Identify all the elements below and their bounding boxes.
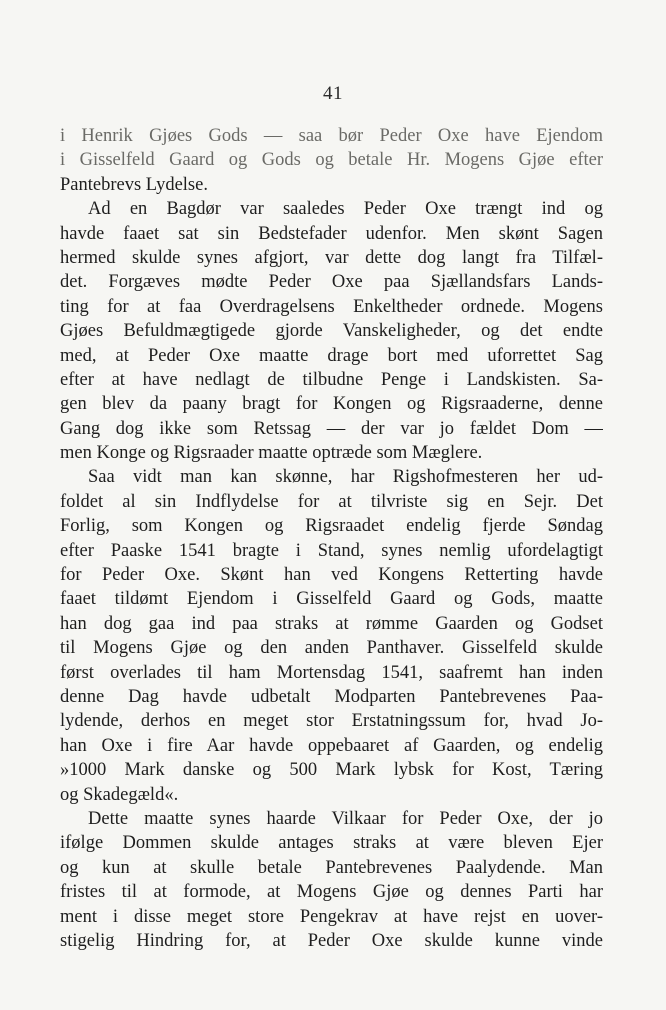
text-line: stigelig Hindring for, at Peder Oxe skulde kunne vinde: [60, 930, 603, 951]
text-line: hermed skulde synes afgjort, var dette dog langt fra Tilfæl-: [60, 247, 603, 268]
text-line: for Peder Oxe. Skønt han ved Kongens Retterting havde: [60, 565, 603, 586]
text-line: Pantebrevs Lydelse.: [60, 174, 208, 195]
text-line: det. Forgæves mødte Peder Oxe paa Sjællandsfars Lands-: [60, 272, 603, 293]
text-line: gen blev da paany bragt for Kongen og Rigsraaderne, denne: [60, 394, 603, 415]
text-line: med, at Peder Oxe maatte drage bort med uforrettet Sag: [60, 345, 603, 366]
text-line: han dog gaa ind paa straks at rømme Gaarden og Godset: [60, 613, 603, 634]
text-line: til Mogens Gjøe og den anden Panthaver. Gisselfeld skulde: [60, 638, 603, 659]
page-number: 41: [323, 83, 343, 104]
text-line: denne Dag havde udbetalt Modparten Pantebrevenes Paa-: [60, 686, 603, 707]
text-line: og kun at skulle betale Pantebrevenes Paalydende. Man: [60, 857, 603, 878]
text-line: »1000 Mark danske og 500 Mark lybsk for Kost, Tæring: [60, 760, 603, 781]
paragraph-2: [60, 197, 603, 465]
text-line: ifølge Dommen skulde antages straks at være bleven Ejer: [60, 833, 603, 854]
text-line: faaet tildømt Ejendom i Gisselfeld Gaard og Gods, maatte: [60, 589, 603, 610]
text-line: Gjøes Befuldmægtigede gjorde Vanskeligheder, og det endte: [60, 321, 603, 342]
text-line: i Gisselfeld Gaard og Gods og betale Hr. Mogens Gjøe efter: [60, 150, 603, 171]
text-line: fristes til at formode, at Mogens Gjøe og dennes Parti har: [60, 882, 603, 903]
text-line: han Oxe i fire Aar havde oppebaaret af Gaarden, og endelig: [60, 735, 603, 756]
text-line: men Konge og Rigsraader maatte optræde som Mæglere.: [60, 443, 483, 464]
paragraph-4: [60, 807, 603, 953]
body-text: [60, 124, 603, 953]
text-line: Gang dog ikke som Retssag — der var jo fældet Dom —: [60, 418, 603, 439]
text-line: ment i disse meget store Pengekrav at have rejst en uover-: [60, 906, 603, 927]
text-line: havde faaet sat sin Bedstefader udenfor. Men skønt Sagen: [60, 223, 603, 244]
text-line: først overlades til ham Mortensdag 1541, saafremt han inden: [60, 662, 603, 683]
text-line: i Henrik Gjøes Gods — saa bør Peder Oxe have Ejendom: [60, 126, 603, 146]
text-line: lydende, derhos en meget stor Erstatningssum for, hvad Jo-: [60, 711, 603, 732]
text-line: foldet al sin Indflydelse for at tilvriste sig en Sejr. Det: [60, 491, 603, 512]
text-line: Dette maatte synes haarde Vilkaar for Peder Oxe, der jo: [88, 808, 603, 829]
text-line: ting for at faa Overdragelsens Enkeltheder ordnede. Mogens: [60, 296, 603, 317]
text-line: Ad en Bagdør var saaledes Peder Oxe trængt ind og: [88, 199, 603, 220]
text-line: Forlig, som Kongen og Rigsraadet endelig fjerde Søndag: [60, 516, 603, 537]
paragraph-3: [60, 465, 603, 806]
text-line: Saa vidt man kan skønne, har Rigshofmesteren her ud-: [88, 467, 603, 488]
text-line: efter Paaske 1541 bragte i Stand, synes nemlig ufordelagtigt: [60, 540, 603, 561]
paragraph-1: [60, 124, 603, 197]
text-line: efter at have nedlagt de tilbudne Penge i Landskisten. Sa-: [60, 369, 603, 390]
text-line: og Skadegæld«.: [60, 784, 179, 805]
